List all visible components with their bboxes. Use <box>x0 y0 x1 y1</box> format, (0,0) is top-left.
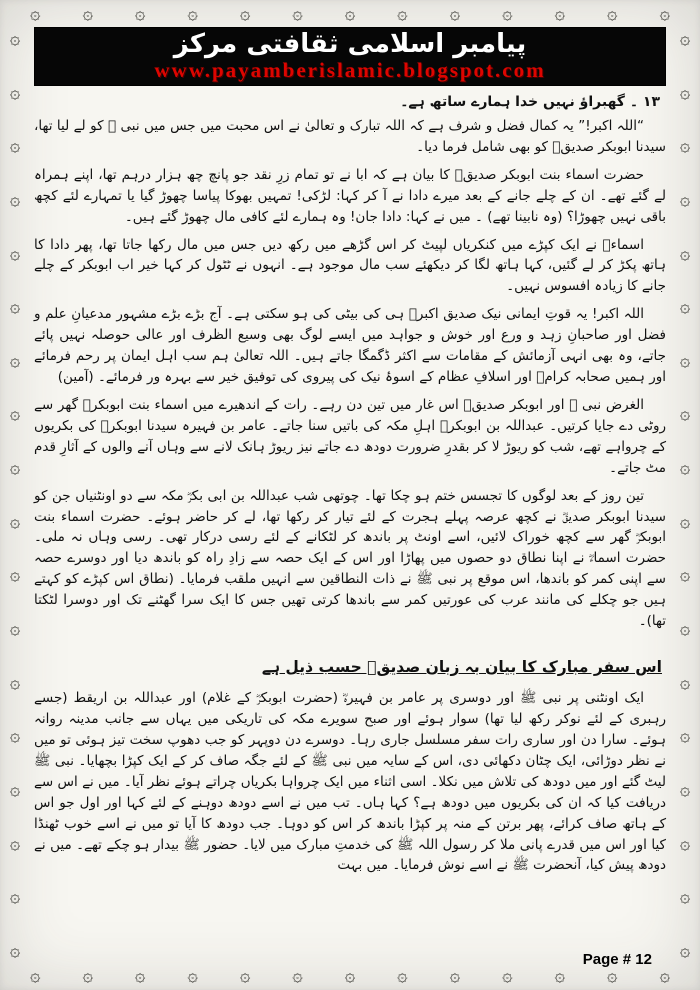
body-paragraph: حضرت اسماء بنت ابوبکر صدیقؓ کا بیان ہے کہ ابا نے تو تمام زرِ نقد جو پانچ چھ ہزار درہم تھا، اپنے ہمراہ لے گئے تھے۔ ان کے چلے جانے کے بعد میرے دادا نے آ کر کہا: لڑکی! تمہیں بھوکا پیاسا چھوڑ گیا یا تمہارے لئے کچھ باقی نہیں چھوڑا؟ (وہ نابینا تھے) ۔ میں نے کہا: دادا جان! وہ ہمارے لئے کافی مال چھوڑ گئے ہیں۔ <box>34 166 666 225</box>
floral-ornament-icon: ۞ <box>679 242 691 264</box>
body-paragraph: الغرض نبی ﷺ اور ابوبکر صدیقؓ اس غار میں تین دن رہے۔ رات کے اندھیرے میں اسماء بنت ابوبکرؓ گھر سے روٹی دے جایا کرتیں۔ عبداللہ بن ابوبکرؓ اہلِ مکہ کی باتیں سنا جاتے۔ عامر بن فہیرہ سیدنا ابوبکرؓ کی بکریوں کے چرواہے تھے، شب کو ریوڑ لا کر بقدرِ ضرورت دودھ دے جاتے نیز ریوڑ ہانک لانے سے وہاں آنے والوں کے آثارِ قدم مٹ جاتے۔ <box>34 396 666 476</box>
floral-ornament-icon: ۞ <box>9 939 21 961</box>
banner-url: www.payamberislamic.blogspot.com <box>154 57 546 82</box>
section-heading: اس سفر مبارک کا بیان بہ زبان صدیقؓ حسب ذیل ہے <box>261 658 662 677</box>
floral-ornament-icon: ۞ <box>659 3 670 24</box>
floral-ornament-icon: ۞ <box>30 965 41 986</box>
floral-ornament-icon: ۞ <box>679 296 691 318</box>
floral-ornament-icon: ۞ <box>679 939 691 961</box>
floral-ornament-icon: ۞ <box>606 965 618 986</box>
floral-ornament-icon: ۞ <box>502 3 513 24</box>
floral-ornament-icon: ۞ <box>9 564 21 586</box>
floral-ornament-icon: ۞ <box>679 188 691 210</box>
floral-ornament-icon: ۞ <box>397 965 408 986</box>
floral-ornament-icon: ۞ <box>679 81 691 103</box>
site-banner <box>34 27 666 86</box>
floral-ornament-icon: ۞ <box>679 832 691 854</box>
floral-ornament-icon: ۞ <box>679 403 691 425</box>
floral-ornament-icon: ۞ <box>502 965 513 986</box>
floral-ornament-icon: ۞ <box>292 3 303 24</box>
floral-ornament-icon: ۞ <box>239 965 251 986</box>
intro-line: ۱۳ ۔ گھبراؤ نہیں خدا ہمارے ساتھ ہے۔ <box>400 93 660 110</box>
body-paragraph: تین روز کے بعد لوگوں کا تجسس ختم ہو چکا تھا۔ چوتھی شب عبداللہ بن ابی بکرؓ مکہ سے دو اونٹنیاں جن کو سیدنا ابوبکر صدیقؓ نے کچھ عرصہ پہلے ہجرت کے لئے تیار کر رکھا تھا، لے کر حاضر ہوئے۔ حضرت اسماء بنت ابوبکرؓ گھر سے کچھ خوراک لائیں، اسے اونٹ پر باندھ کر لٹکانے کے لئے رسی درکار تھی۔ رسی وہاں نہ ملی۔ حضرت اسماءؓ نے اپنا نطاق دو حصوں میں پھاڑا اور اس کے ایک حصہ سے زادِ راہ کو باندھ دیا اور دوسرے حصہ سے اپنی کمر کو باندھا، اس موقع پر نبی ﷺ نے ذات النطاقین سے انہیں ملقب فرمایا۔ (نطاق اس کپڑے کو کہتے ہیں جو چکلے کی مانند عرب کی عورتیں کمر سے باندھا کرتی تھیں جس کا ایک سرا گھٹنے تک اور دوسرا لٹکتا تھا)۔ <box>34 487 666 630</box>
floral-ornament-icon: ۞ <box>187 3 198 24</box>
floral-ornament-icon: ۞ <box>679 778 691 800</box>
document-body <box>34 94 666 877</box>
floral-ornament-icon: ۞ <box>292 965 303 986</box>
floral-ornament-icon: ۞ <box>679 135 691 157</box>
floral-ornament-icon: ۞ <box>9 349 21 371</box>
floral-ornament-icon: ۞ <box>82 965 93 986</box>
floral-ornament-icon: ۞ <box>449 3 461 24</box>
floral-ornament-icon: ۞ <box>30 3 41 24</box>
floral-ornament-icon: ۞ <box>9 886 21 908</box>
floral-ornament-icon: ۞ <box>679 564 691 586</box>
body-paragraph: “اللہ اکبر!” یہ کمال فضل و شرف ہے کہ اللہ تبارک و تعالیٰ نے اس محبت میں جس میں نبی ﷺ کو لے لیا تھا، سیدنا ابوبکر صدیقؓ کو بھی شامل فرما دیا۔ <box>34 117 666 155</box>
floral-ornament-icon: ۞ <box>554 965 566 986</box>
floral-ornament-icon: ۞ <box>679 510 691 532</box>
body-paragraph: اسماءؓ نے ایک کپڑے میں کنکریاں لپیٹ کر اس گڑھے میں رکھ دیں جس میں مال رکھا جاتا تھا، پھر دادا کا ہاتھ پکڑ کر لے گئیں، کہا ہاتھ لگا کر دیکھئے سب مال موجود ہے۔ انہوں نے ٹٹول کر کہا خیر اب ابوبکر کے چلے جانے کا زیادہ افسوس نہیں۔ <box>34 236 666 295</box>
ornament-border-left <box>3 30 27 960</box>
floral-ornament-icon: ۞ <box>9 778 21 800</box>
floral-ornament-icon: ۞ <box>449 965 461 986</box>
floral-ornament-icon: ۞ <box>397 3 408 24</box>
ornament-border-right <box>673 30 697 960</box>
floral-ornament-icon: ۞ <box>679 671 691 693</box>
floral-ornament-icon: ۞ <box>9 188 21 210</box>
floral-ornament-icon: ۞ <box>9 135 21 157</box>
page-number: Page # 12 <box>582 951 652 968</box>
floral-ornament-icon: ۞ <box>344 965 356 986</box>
floral-ornament-icon: ۞ <box>679 457 691 479</box>
floral-ornament-icon: ۞ <box>9 242 21 264</box>
floral-ornament-icon: ۞ <box>344 3 356 24</box>
page-content <box>34 27 666 968</box>
floral-ornament-icon: ۞ <box>82 3 93 24</box>
floral-ornament-icon: ۞ <box>9 28 21 49</box>
banner-title: پیامبر اسلامی ثقافتی مرکز <box>173 29 527 59</box>
floral-ornament-icon: ۞ <box>659 965 670 986</box>
floral-ornament-icon: ۞ <box>679 349 691 371</box>
floral-ornament-icon: ۞ <box>134 965 146 986</box>
floral-ornament-icon: ۞ <box>239 3 251 24</box>
floral-ornament-icon: ۞ <box>9 725 21 747</box>
floral-ornament-icon: ۞ <box>679 618 691 640</box>
floral-ornament-icon: ۞ <box>9 457 21 479</box>
body-paragraph: ایک اونٹنی پر نبی ﷺ اور دوسری پر عامر بن فہیرہؓ (حضرت ابوبکرؓ کے غلام) اور عبداللہ بن اریقط (جسے رہبری کے لئے نوکر رکھ لیا تھا) سوار ہوئے اور صبح سویرے مکہ کی تاریکی میں یہاں سے جانب مدینہ روانہ ہوئے۔ سارا دن اور ساری رات سفر مسلسل جاری رہا۔ دوسرے دن دوپہر کو جب دھوپ سخت تیز ہوئی تو میں نے نظر دوڑائی، ایک چٹان دکھائی دی، اس کے سایہ میں نبی ﷺ کے لئے جگہ صاف کر کے ایک کپڑا بچھایا۔ نبی ﷺ لیٹ گئے اور میں دودھ کی تلاش میں نکلا۔ اسی اثناء میں ایک چرواہا بکریاں چراتے ہوئے نظر آیا۔ میں نے اس سے دریافت کیا کہ ان کی بکریوں میں دودھ ہے؟ کہا ہاں۔ تب میں نے اسے دودھ دوہنے کے لئے کہا اور اول جو اس کے ہاتھ صاف کرائے، پھر برتن کے منہ پر کپڑا باندھ کر اس کو دوہا۔ جب دودھ کا آیا تو میں نے اسے خوب ٹھنڈا کیا اور اس میں قدرے پانی ملا کر رسول اللہ ﷺ کی خدمتِ مبارک میں لایا۔ حضور ﷺ بیدار ہو چکے تھے۔ میں نے دودھ پیش کیا، آنحضرت ﷺ نے اسے نوش فرمایا۔ میں بہت <box>34 690 666 874</box>
body-paragraph: اللہ اکبر! یہ قوتِ ایمانی نیک صدیق اکبرؓ ہی کی بیٹی کی ہو سکتی ہے۔ آج بڑے بڑے مشہور مدعیانِ علم و فضل اور صاحبانِ زہد و ورع اور خوش و جواہد میں ایسے لوگ بھی وسیع الظرف اور عالی حوصلہ نہیں پائے جاتے، وہ بھی انہی آزمائش کے مقامات سے اکثر ڈگمگا جاتے ہیں۔ اللہ تعالیٰ ہم سب اہل ایمان پر رحم فرمائے اور ہمیں صحابہ کرامؓ اور اسلافِ عظام کے اسوۂ نیک کی پیروی کی توفیق خیر سے بہرہ ور فرمائے۔ (آمین) <box>34 306 666 386</box>
floral-ornament-icon: ۞ <box>9 671 21 693</box>
floral-ornament-icon: ۞ <box>187 965 198 986</box>
floral-ornament-icon: ۞ <box>9 618 21 640</box>
floral-ornament-icon: ۞ <box>9 81 21 103</box>
floral-ornament-icon: ۞ <box>134 3 146 24</box>
floral-ornament-icon: ۞ <box>679 886 691 908</box>
ornament-border-top <box>30 5 670 23</box>
ornament-border-bottom <box>30 967 670 985</box>
floral-ornament-icon: ۞ <box>9 403 21 425</box>
floral-ornament-icon: ۞ <box>9 510 21 532</box>
floral-ornament-icon: ۞ <box>679 725 691 747</box>
floral-ornament-icon: ۞ <box>554 3 566 24</box>
floral-ornament-icon: ۞ <box>606 3 618 24</box>
floral-ornament-icon: ۞ <box>9 296 21 318</box>
floral-ornament-icon: ۞ <box>9 832 21 854</box>
floral-ornament-icon: ۞ <box>679 28 691 49</box>
